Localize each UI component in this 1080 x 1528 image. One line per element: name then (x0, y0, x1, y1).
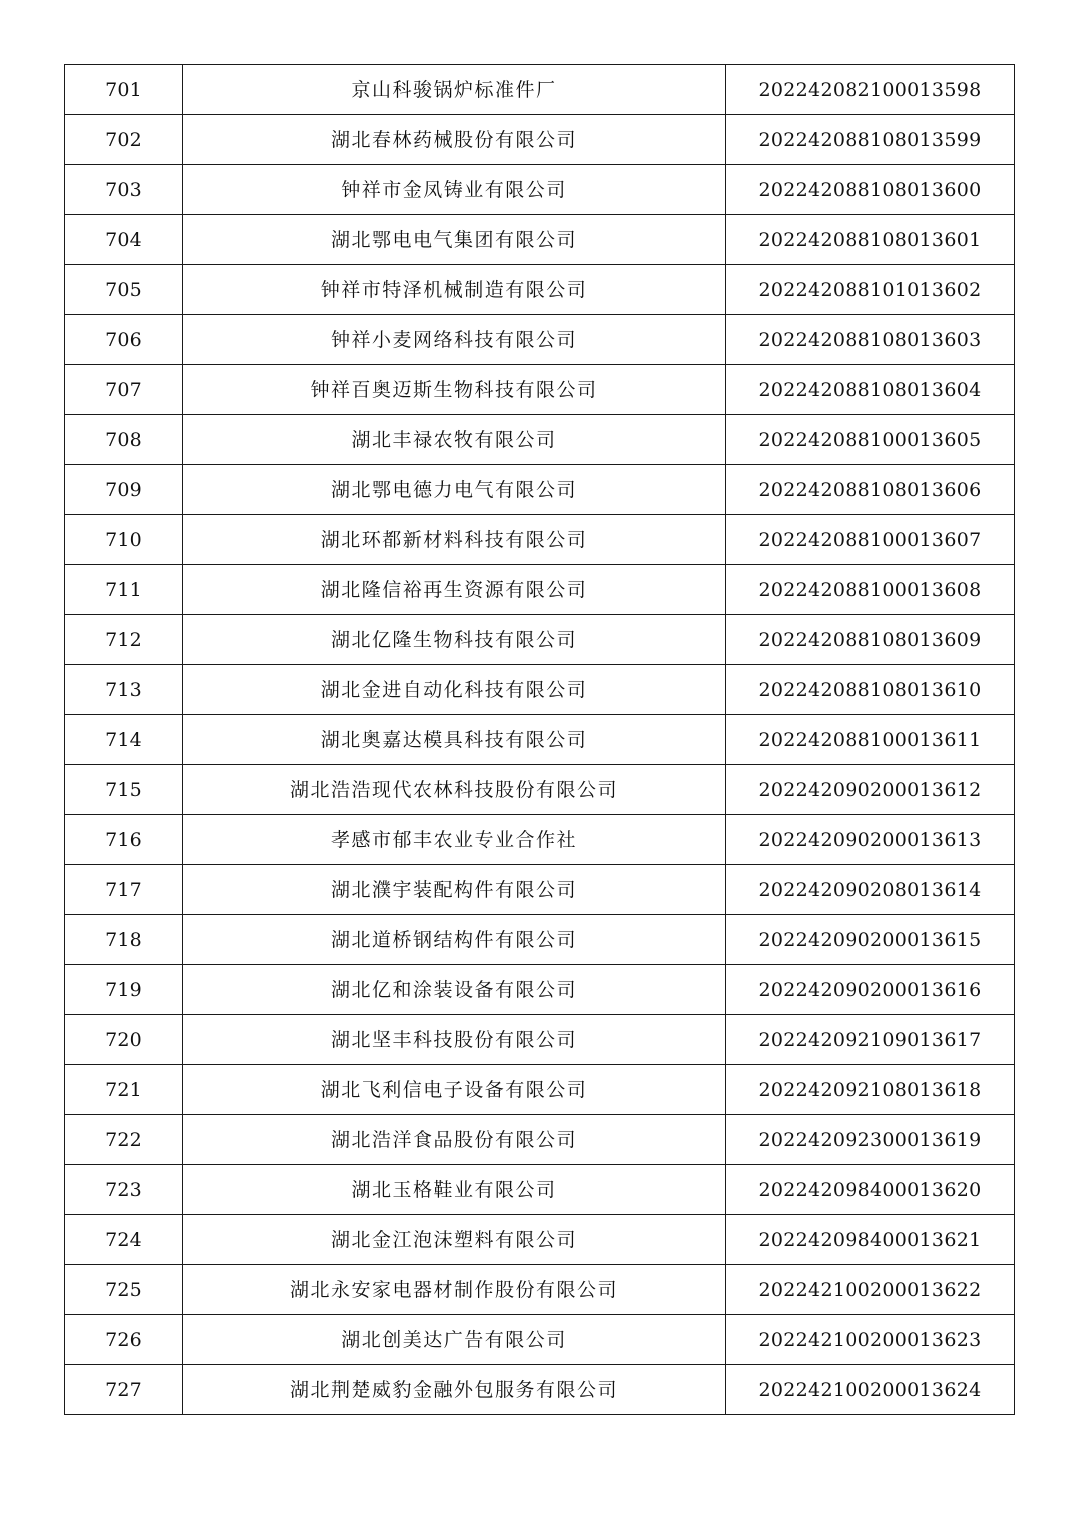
row-number-cell: 706 (65, 315, 183, 365)
table-row (65, 1115, 1015, 1165)
company-name-cell: 湖北亿隆生物科技有限公司 (183, 615, 726, 665)
registration-code-cell: 202242092300013619 (726, 1115, 1015, 1165)
registration-code-cell: 202242100200013623 (726, 1315, 1015, 1365)
company-name-cell: 孝感市郁丰农业专业合作社 (183, 815, 726, 865)
row-number-cell: 707 (65, 365, 183, 415)
row-number-cell: 717 (65, 865, 183, 915)
table-row (65, 965, 1015, 1015)
registration-code-cell: 202242092109013617 (726, 1015, 1015, 1065)
registration-code-cell: 202242088108013599 (726, 115, 1015, 165)
company-name-cell: 湖北金进自动化科技有限公司 (183, 665, 726, 715)
table-row (65, 1015, 1015, 1065)
company-name-cell: 湖北道桥钢结构件有限公司 (183, 915, 726, 965)
row-number-cell: 718 (65, 915, 183, 965)
company-name-cell: 湖北玉格鞋业有限公司 (183, 1165, 726, 1215)
table-row (65, 565, 1015, 615)
table-row (65, 915, 1015, 965)
table-row (65, 215, 1015, 265)
company-name-cell: 湖北鄂电德力电气有限公司 (183, 465, 726, 515)
registration-code-cell: 202242092108013618 (726, 1065, 1015, 1115)
table-row (65, 715, 1015, 765)
row-number-cell: 723 (65, 1165, 183, 1215)
company-name-cell: 湖北丰禄农牧有限公司 (183, 415, 726, 465)
row-number-cell: 727 (65, 1365, 183, 1415)
table-row (65, 1365, 1015, 1415)
company-name-cell: 湖北飞利信电子设备有限公司 (183, 1065, 726, 1115)
row-number-cell: 710 (65, 515, 183, 565)
registration-code-cell: 202242088108013603 (726, 315, 1015, 365)
registration-code-cell: 202242098400013620 (726, 1165, 1015, 1215)
row-number-cell: 713 (65, 665, 183, 715)
row-number-cell: 721 (65, 1065, 183, 1115)
row-number-cell: 708 (65, 415, 183, 465)
registration-code-cell: 202242090200013615 (726, 915, 1015, 965)
table-row (65, 1065, 1015, 1115)
table-row (65, 815, 1015, 865)
company-name-cell: 京山科骏锅炉标准件厂 (183, 65, 726, 115)
registration-code-cell: 202242088100013605 (726, 415, 1015, 465)
table-row (65, 1165, 1015, 1215)
company-name-cell: 湖北浩洋食品股份有限公司 (183, 1115, 726, 1165)
registration-code-cell: 202242090200013616 (726, 965, 1015, 1015)
registration-code-cell: 202242088108013606 (726, 465, 1015, 515)
row-number-cell: 703 (65, 165, 183, 215)
row-number-cell: 709 (65, 465, 183, 515)
company-name-cell: 钟祥百奥迈斯生物科技有限公司 (183, 365, 726, 415)
registration-code-cell: 202242088101013602 (726, 265, 1015, 315)
registration-code-cell: 202242088100013608 (726, 565, 1015, 615)
row-number-cell: 722 (65, 1115, 183, 1165)
row-number-cell: 711 (65, 565, 183, 615)
table-row (65, 1315, 1015, 1365)
company-name-cell: 湖北濮宇装配构件有限公司 (183, 865, 726, 915)
company-name-cell: 湖北坚丰科技股份有限公司 (183, 1015, 726, 1065)
registration-code-cell: 202242088108013604 (726, 365, 1015, 415)
company-name-cell: 湖北金江泡沫塑料有限公司 (183, 1215, 726, 1265)
row-number-cell: 725 (65, 1265, 183, 1315)
company-name-cell: 钟祥小麦网络科技有限公司 (183, 315, 726, 365)
company-name-cell: 湖北亿和涂装设备有限公司 (183, 965, 726, 1015)
company-name-cell: 湖北荆楚威豹金融外包服务有限公司 (183, 1365, 726, 1415)
registration-code-cell: 202242088100013611 (726, 715, 1015, 765)
registration-code-cell: 202242090200013613 (726, 815, 1015, 865)
table-row (65, 665, 1015, 715)
table-row (65, 65, 1015, 115)
table-row (65, 115, 1015, 165)
row-number-cell: 705 (65, 265, 183, 315)
company-name-cell: 钟祥市特泽机械制造有限公司 (183, 265, 726, 315)
company-name-cell: 钟祥市金凤铸业有限公司 (183, 165, 726, 215)
table-row (65, 765, 1015, 815)
table-row (65, 265, 1015, 315)
registration-code-cell: 202242082100013598 (726, 65, 1015, 115)
table-row (65, 515, 1015, 565)
company-name-cell: 湖北浩浩现代农林科技股份有限公司 (183, 765, 726, 815)
table-row (65, 365, 1015, 415)
company-name-cell: 湖北鄂电电气集团有限公司 (183, 215, 726, 265)
row-number-cell: 720 (65, 1015, 183, 1065)
registration-code-cell: 202242098400013621 (726, 1215, 1015, 1265)
table-row (65, 1265, 1015, 1315)
row-number-cell: 719 (65, 965, 183, 1015)
table-row (65, 1215, 1015, 1265)
company-name-cell: 湖北永安家电器材制作股份有限公司 (183, 1265, 726, 1315)
row-number-cell: 702 (65, 115, 183, 165)
row-number-cell: 712 (65, 615, 183, 665)
registration-code-cell: 202242088100013607 (726, 515, 1015, 565)
row-number-cell: 724 (65, 1215, 183, 1265)
company-name-cell: 湖北环都新材料科技有限公司 (183, 515, 726, 565)
company-name-cell: 湖北隆信裕再生资源有限公司 (183, 565, 726, 615)
row-number-cell: 714 (65, 715, 183, 765)
table-row (65, 415, 1015, 465)
row-number-cell: 716 (65, 815, 183, 865)
row-number-cell: 715 (65, 765, 183, 815)
registration-code-cell: 202242090200013612 (726, 765, 1015, 815)
registration-code-cell: 202242088108013609 (726, 615, 1015, 665)
row-number-cell: 704 (65, 215, 183, 265)
registration-code-cell: 202242090208013614 (726, 865, 1015, 915)
company-name-cell: 湖北奥嘉达模具科技有限公司 (183, 715, 726, 765)
table-row (65, 865, 1015, 915)
row-number-cell: 701 (65, 65, 183, 115)
table-row (65, 165, 1015, 215)
table-row (65, 315, 1015, 365)
table-row (65, 465, 1015, 515)
registration-code-cell: 202242088108013600 (726, 165, 1015, 215)
company-name-cell: 湖北春林药械股份有限公司 (183, 115, 726, 165)
registration-code-cell: 202242100200013624 (726, 1365, 1015, 1415)
table-body (65, 65, 1015, 1415)
row-number-cell: 726 (65, 1315, 183, 1365)
registration-code-cell: 202242100200013622 (726, 1265, 1015, 1315)
registration-code-cell: 202242088108013601 (726, 215, 1015, 265)
registration-code-cell: 202242088108013610 (726, 665, 1015, 715)
table-row (65, 615, 1015, 665)
company-list-table (64, 64, 1015, 1415)
company-name-cell: 湖北创美达广告有限公司 (183, 1315, 726, 1365)
